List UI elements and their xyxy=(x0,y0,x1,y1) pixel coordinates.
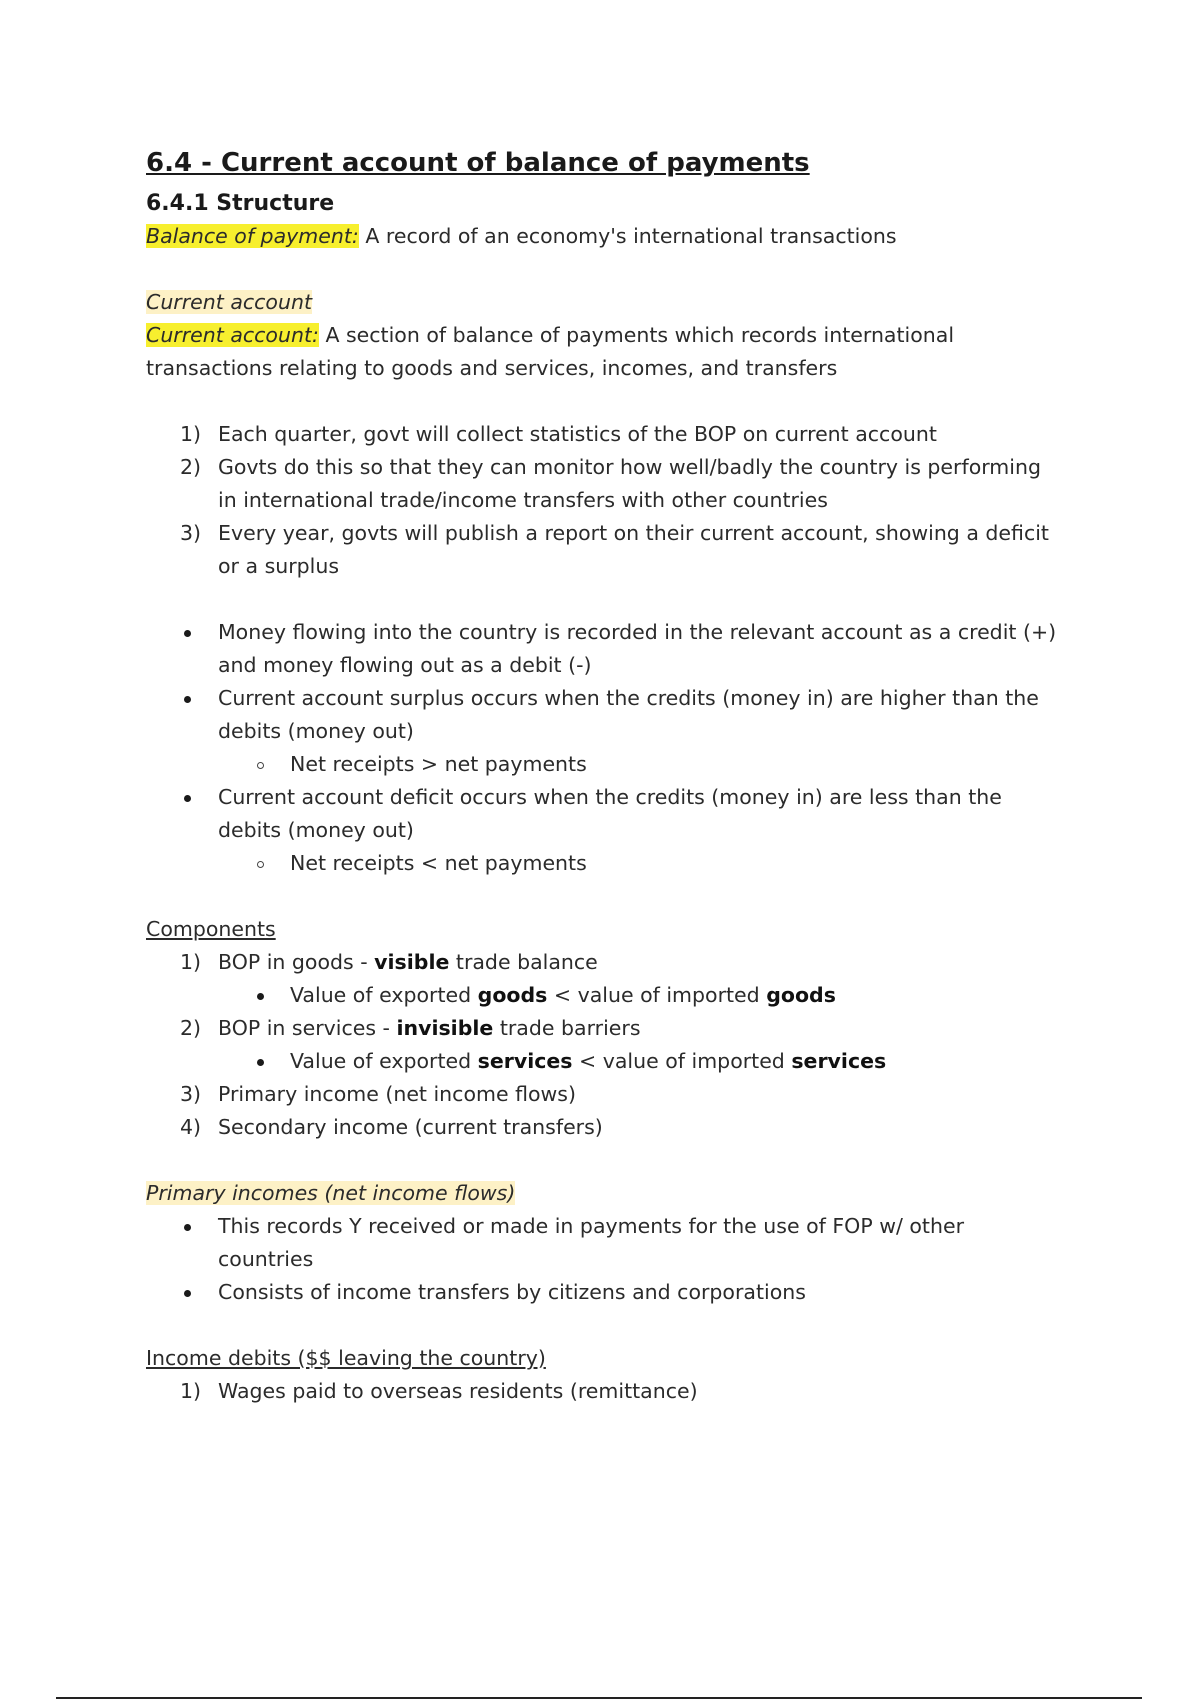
list-item-text: Money flowing into the country is recorded in the relevant account as a credit (+) xyxy=(218,620,1057,644)
footer-divider xyxy=(56,1697,1142,1699)
text-run: trade barriers xyxy=(493,1016,641,1040)
sub-list-item xyxy=(146,979,1086,1012)
page-title: 6.4 - Current account of balance of payments xyxy=(146,148,810,178)
list-item-text: Primary income (net income flows) xyxy=(218,1082,576,1106)
steps-list xyxy=(146,418,1086,583)
spacer xyxy=(146,253,1086,286)
list-item xyxy=(146,451,1086,517)
sub-item-text xyxy=(290,1045,1086,1078)
list-item-text-cont: and money flowing out as a debit (-) xyxy=(218,653,592,677)
primary-incomes-heading-text: Primary incomes (net income flows) xyxy=(146,1181,516,1205)
ca-term: Current account xyxy=(146,323,312,347)
bop-term-colon: : xyxy=(351,224,359,248)
list-item xyxy=(146,1210,1086,1276)
bullet-icon xyxy=(257,1059,264,1066)
bold-text: services xyxy=(477,1049,573,1073)
list-item xyxy=(146,418,1086,451)
income-debits-heading: Income debits ($$ leaving the country) xyxy=(146,1346,546,1370)
bold-text: invisible xyxy=(396,1016,494,1040)
list-item xyxy=(146,1276,1086,1309)
section-subtitle: 6.4.1 Structure xyxy=(146,191,335,216)
ca-term-colon: : xyxy=(312,323,319,347)
list-item-text-cont: in international trade/income transfers with other countries xyxy=(218,488,828,512)
spacer xyxy=(146,1144,1086,1177)
hollow-bullet-icon xyxy=(257,861,264,868)
list-item-text: Current account surplus occurs when the credits (money in) are higher than the xyxy=(218,686,1039,710)
list-item-text: Secondary income (current transfers) xyxy=(218,1115,603,1139)
bop-definition xyxy=(146,220,1086,253)
list-item xyxy=(146,1375,1086,1408)
bold-text: visible xyxy=(374,950,450,974)
bullet-icon xyxy=(184,795,191,802)
income-debits-list xyxy=(146,1375,1086,1408)
components-heading: Components xyxy=(146,917,276,941)
list-item-text-cont: countries xyxy=(218,1247,314,1271)
document-page xyxy=(146,146,1086,1408)
list-item-text: Each quarter, govt will collect statistics of the BOP on current account xyxy=(218,422,937,446)
text-run: trade balance xyxy=(449,950,598,974)
spacer xyxy=(146,1309,1086,1342)
spacer xyxy=(146,583,1086,616)
current-account-heading-text: Current account xyxy=(146,290,312,314)
hollow-bullet-icon xyxy=(257,762,264,769)
list-item-text xyxy=(218,1012,1086,1045)
list-number: 2) xyxy=(180,455,202,479)
text-run: < value of imported xyxy=(572,1049,792,1073)
spacer xyxy=(146,880,1086,913)
ca-definition xyxy=(146,319,1086,352)
list-item xyxy=(146,1012,1086,1045)
list-item-text-cont: debits (money out) xyxy=(218,719,414,743)
sub-item-text: Net receipts > net payments xyxy=(290,752,587,776)
list-item xyxy=(146,517,1086,583)
list-item-text-cont: or a surplus xyxy=(218,554,340,578)
bullet-icon xyxy=(184,696,191,703)
bullet-icon xyxy=(184,1224,191,1231)
sub-item-text xyxy=(290,979,1086,1012)
text-run: Value of exported xyxy=(290,1049,478,1073)
sub-item-text: Net receipts < net payments xyxy=(290,851,587,875)
list-item xyxy=(146,946,1086,979)
list-item-text: This records Y received or made in payments for the use of FOP w/ other xyxy=(218,1214,964,1238)
list-number: 4) xyxy=(180,1115,202,1139)
ca-definition-text-1: A section of balance of payments which records international xyxy=(318,323,955,347)
list-number: 3) xyxy=(180,1082,202,1106)
list-item-text-cont: debits (money out) xyxy=(218,818,414,842)
components-list xyxy=(146,946,1086,1144)
primary-bullet-list xyxy=(146,1210,1086,1309)
text-run: BOP in goods - xyxy=(218,950,375,974)
bold-text: goods xyxy=(766,983,836,1007)
primary-incomes-heading xyxy=(146,1177,1086,1210)
sub-list-item xyxy=(146,1045,1086,1078)
list-item-text xyxy=(218,946,1086,979)
sub-list-item xyxy=(146,748,1086,781)
bop-term: Balance of payment xyxy=(146,224,352,248)
bullet-list xyxy=(146,616,1086,880)
ca-definition-line-2: transactions relating to goods and services, incomes, and transfers xyxy=(146,356,838,380)
list-item-text: Govts do this so that they can monitor how well/badly the country is performing xyxy=(218,455,1041,479)
list-item xyxy=(146,682,1086,748)
sub-list-item xyxy=(146,847,1086,880)
text-run: Value of exported xyxy=(290,983,478,1007)
text-run: BOP in services - xyxy=(218,1016,397,1040)
bullet-icon xyxy=(257,993,264,1000)
list-number: 1) xyxy=(180,422,202,446)
bop-definition-text: A record of an economy's international transactions xyxy=(358,224,897,248)
list-item-text: Every year, govts will publish a report on their current account, showing a deficit xyxy=(218,521,1049,545)
list-number: 1) xyxy=(180,1379,202,1403)
spacer xyxy=(146,385,1086,418)
bold-text: goods xyxy=(477,983,548,1007)
list-item xyxy=(146,616,1086,682)
list-item xyxy=(146,781,1086,847)
current-account-heading xyxy=(146,286,1086,319)
list-item-text: Current account deficit occurs when the credits (money in) are less than the xyxy=(218,785,1002,809)
list-item xyxy=(146,1111,1086,1144)
list-item-text: Wages paid to overseas residents (remittance) xyxy=(218,1379,698,1403)
list-number: 3) xyxy=(180,521,202,545)
bullet-icon xyxy=(184,1290,191,1297)
bullet-icon xyxy=(184,630,191,637)
list-item xyxy=(146,1078,1086,1111)
list-number: 2) xyxy=(180,1016,202,1040)
bold-text: services xyxy=(791,1049,887,1073)
list-number: 1) xyxy=(180,950,202,974)
text-run: < value of imported xyxy=(547,983,767,1007)
list-item-text: Consists of income transfers by citizens and corporations xyxy=(218,1280,806,1304)
